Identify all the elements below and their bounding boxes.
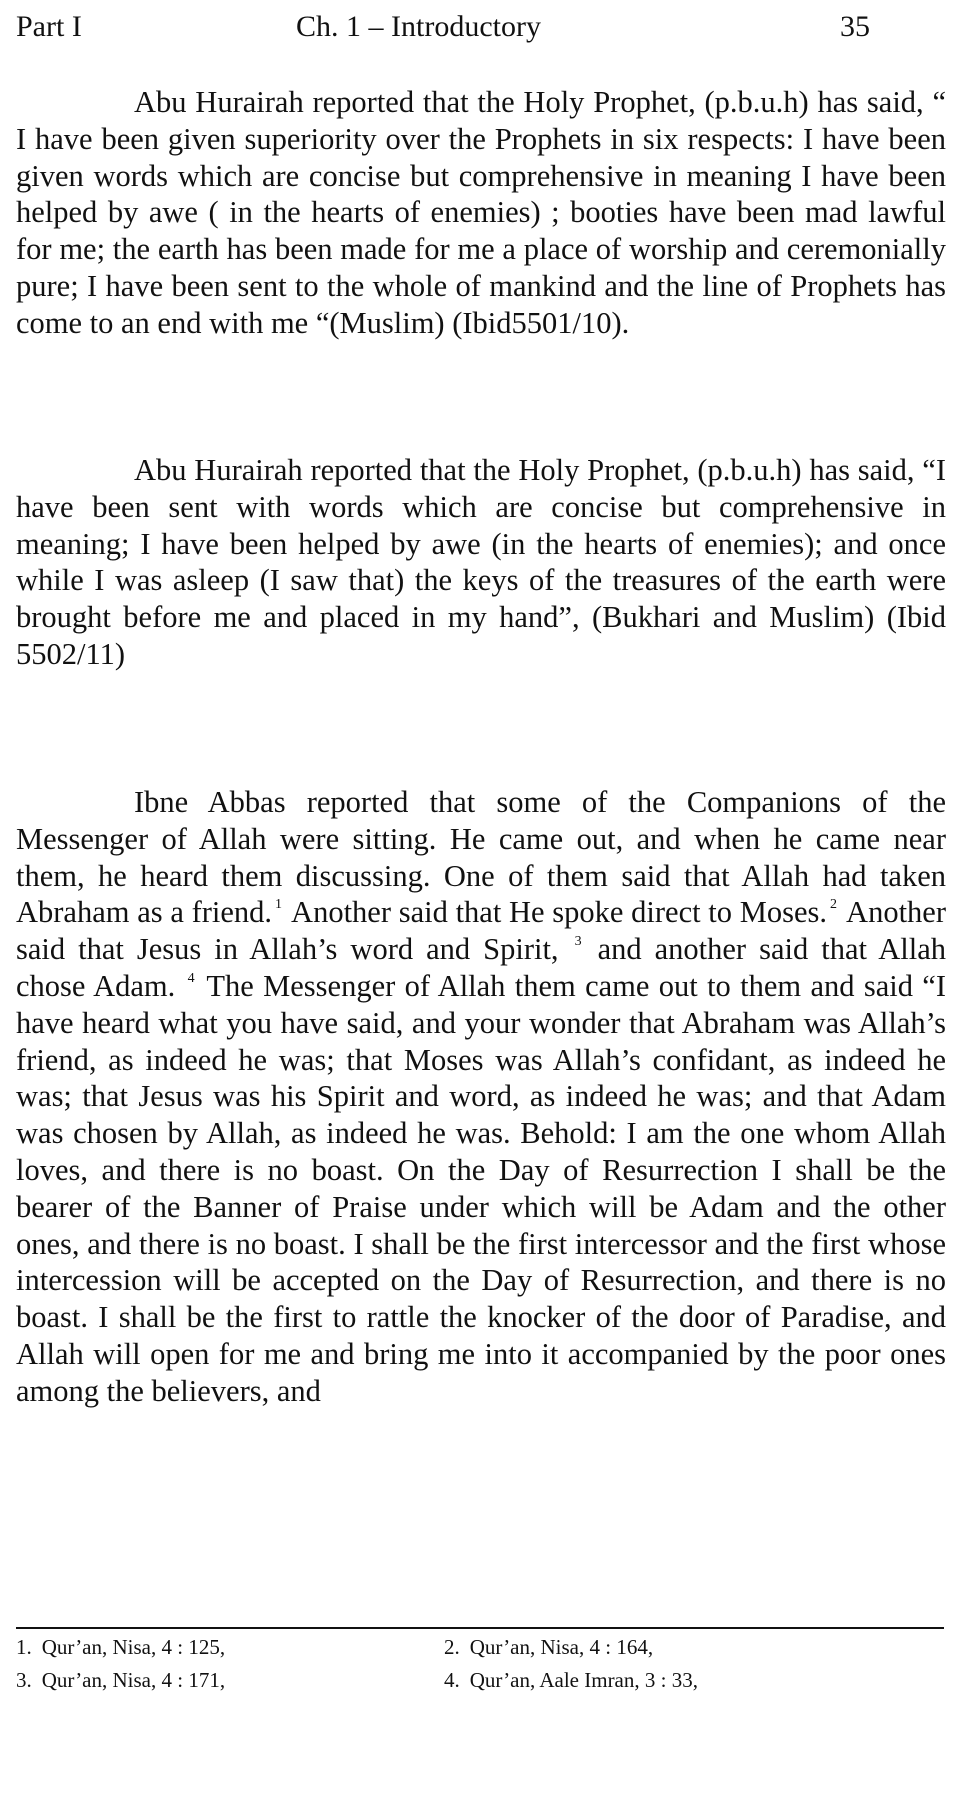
footnote-text: Qur’an, Nisa, 4 : 171, bbox=[41, 1668, 226, 1692]
paragraph-3-text: Ibne Abbas reported that some of the Companions of the Messenger of Allah were sitting. He came out, and when he came near them, he heard them discussing. One of them said that Allah had taken Abraham as a friend. bbox=[16, 785, 946, 930]
paragraph-3-text: The Messenger of Allah them came out to them and said “I have heard what you have said, and your wonder that Abraham was Allah’s friend, as indeed he was; that Moses was Allah’s confidant, as indeed he was; that Jesus was his Spirit and word, as indeed he was; and that Adam was chosen by Allah, as indeed he was. Behold: I am the one whom Allah loves, and there is no boast. On the Day of Resurrection I shall be the bearer of the Banner of Praise under which will be Adam and the other ones, and there is no boast. I shall be the first intercessor and the first whose intercession will be accepted on the Day of Resurrection, and there is no boast. I shall be the first to rattle the knocker of the door of Paradise, and Allah will open for me and bring me into it accompanied by the poor ones among the believers, and bbox=[16, 968, 946, 1408]
paragraph-3-text: Another said that Jesus in Allah’s word and Spirit, bbox=[16, 895, 946, 967]
footnote-ref-3: 3 bbox=[574, 934, 582, 950]
running-header bbox=[16, 0, 946, 56]
paragraph-3-text: and another said that Allah chose Adam. bbox=[16, 932, 947, 1003]
footnote-3 bbox=[16, 1664, 225, 1697]
footnote-text: Qur’an, Nisa, 4 : 164, bbox=[469, 1635, 654, 1659]
footnote-1 bbox=[16, 1631, 225, 1664]
footnote-text: Qur’an, Nisa, 4 : 125, bbox=[41, 1635, 226, 1659]
footnote-number: 1. bbox=[16, 1635, 32, 1659]
book-page bbox=[16, 0, 947, 1408]
footnote-row bbox=[16, 1631, 944, 1664]
footnote-2 bbox=[444, 1631, 653, 1664]
footnote-ref-2: 2 bbox=[830, 897, 838, 913]
header-part: Part I bbox=[16, 10, 82, 43]
footnote-row bbox=[16, 1664, 944, 1697]
footnote-text: Qur’an, Aale Imran, 3 : 33, bbox=[469, 1668, 698, 1692]
footnote-number: 2. bbox=[444, 1635, 460, 1659]
page-number: 35 bbox=[840, 10, 870, 43]
paragraph-3-text: Another said that He spoke direct to Moses. bbox=[285, 895, 828, 930]
paragraph-2: Abu Hurairah reported that the Holy Prophet, (p.b.u.h) has said, “I have been sent with words which are concise but comprehensive in meaning; I have been helped by awe (in the hearts of enemies); and once while I was asleep (I saw that) the keys of the treasures of the earth were brought before me and placed in my hand”, (Bukhari and Muslim) (Ibid 5502/11) bbox=[16, 453, 946, 671]
paragraph-1: Abu Hurairah reported that the Holy Prophet, (p.b.u.h) has said, “ I have been given superiority over the Prophets in six respects: I have been given words which are concise but comprehensive in meaning I have been helped by awe ( in the hearts of enemies) ; booties have been mad lawful for me; the earth has been made for me a place of worship and ceremonially pure; I have been sent to the whole of mankind and the line of Prophets has come to an end with me “(Muslim) (Ibid5501/10). bbox=[16, 85, 946, 340]
footnote-4 bbox=[444, 1664, 698, 1697]
footnotes bbox=[16, 1631, 944, 1697]
footnote-number: 4. bbox=[444, 1668, 460, 1692]
paragraph-3 bbox=[16, 784, 946, 1410]
footnote-number: 3. bbox=[16, 1668, 32, 1692]
header-chapter: Ch. 1 – Introductory bbox=[296, 10, 541, 43]
footnote-ref-1: 1 bbox=[275, 897, 283, 913]
footnote-ref-4: 4 bbox=[187, 970, 195, 986]
footnote-divider bbox=[16, 1627, 944, 1629]
